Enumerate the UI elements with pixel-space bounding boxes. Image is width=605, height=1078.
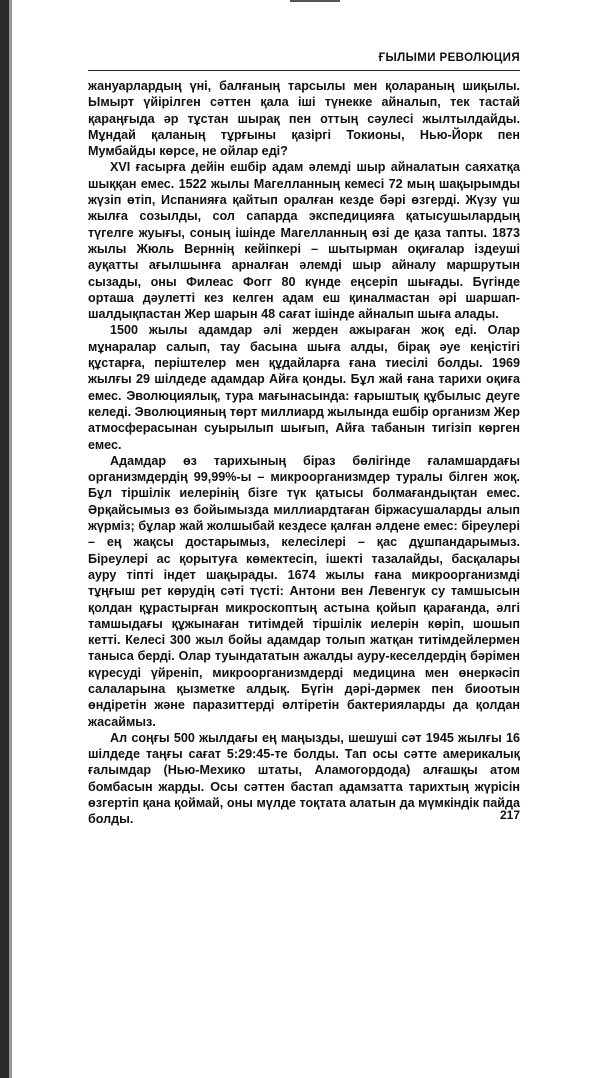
header-rule xyxy=(88,70,520,71)
paragraph-3: 1500 жылы адамдар әлі жерден ажыраған жоқ еді. Олар мұнаралар салып, тау басына шыға алды, бірақ әуе кеңістігі құстарға, періштелер мен құдайларға ғана тиесілі болды. 1969 жылғы 29 шілдеде адамдар Айға қонды. Бұл жай ғана тарихи оқиға емес. Эволюциялық, тура мағынасында: ғарыштық құбылыс деуге келеді. Эволюцияның төрт миллиард жылында ешбір организм Жер атмосферасынан суырылып шығып, Айға табанын тигізіп көрген емес. xyxy=(88,323,520,452)
paragraph-2: XVI ғасырға дейін ешбір адам әлемді шыр айналатын саяхатқа шыққан емес. 1522 жылы Магелланның кемесі 72 мың шақырымды жүзіп өтіп, Испанияға қайтып оралған кезде бәрі өзгерді. Жүзу үш жылға созылды, сол сапарда экспедицияға қатысушылардың түгелге жуығы, соның ішінде Магелланның өзі де қаза тапты. 1873 жылы Жюль Верннің кейіпкері – шытырман оқиғалар іздеуші ауқатты ағылшынға арналған әлемді шыр айналу маршрутын сызады, оны Филеас Фогг 80 күнде еңсеріп шығады. Бүгінде орташа дәулетті кез келген адам еш қиналмастан әрі шаршап-шалдықпастан Жер шарын 48 сағат ішінде айналып шыға алады. xyxy=(88,160,520,322)
paragraph-5: Ал соңғы 500 жылдағы ең маңызды, шешуші сәт 1945 жылғы 16 шілдеде таңғы сағат 5:29:45-те болды. Тап осы сәтте америкалық ғалымдар (Нью-Мехико штаты, Аламогордода) алғашқы атом бомбасын жарды. Осы сәттен бастап адамзатта тарихтың жүрісін өзгертіп қана қоймай, оны мүлде тоқтата алатын да мүмкіндік пайда болды. xyxy=(88,730,520,827)
paragraph-4: Адамдар өз тарихының біраз бөлігінде ғаламшардағы организмдердің 99,99%-ы – микроорганизмдер туралы білген жоқ. Бұл тіршілік иелерінің бізге түк қатысы болмағандықтан емес. Әрқайсымыз өз бойымызда миллиардтаған біржасушаларды алып жүрміз; бұлар жай жолшыбай кездесе қалған әлдене емес: біреулері – ең жақсы достарымыз, келесілері – қас дұшпандарымыз. Біреулері ас қорытуға көмектесіп, ішекті тазалайды, басқалары ауру тіпті індет шақырады. 1674 жылы ғана микроорганизмді тұңғыш рет көрудің сәті түсті: Антони вен Левенгук су тамшысын қолдан құрастырған микроскоптың астына қойып қарағанда, әлгі тамшыдағы құжынаған титімдей тіршілік иелерін көріп, шошып кетті. Келесі 300 жыл бойы адамдар толып жатқан титімдейлермен таныса берді. Олар туындататын ажалды ауру-кеселдердің бәрімен күресуді үйреніп, микроорганизмдерді медицина мен өнеркәсіп салаларына қызметке алдық. Бүгін дәрі-дәрмек пен биоотын өндіретін және паразиттерді өлтіретін бактерияларды да қолдан жасаймыз. xyxy=(88,453,520,729)
top-edge-mark xyxy=(290,0,340,2)
page-binding-shadow xyxy=(0,0,9,1078)
running-header: ҒЫЛЫМИ РЕВОЛЮЦИЯ xyxy=(378,52,520,64)
page-number: 217 xyxy=(499,808,520,822)
paragraph-1: жануарлардың үні, балғаның тарсылы мен қолараның шиқылы. Ымырт үйірілген сәттен қала іші түнекке айналып, тек тастай қараңғыда әр тұстан шырақ пен оттың сәулесі жылтылдайды. Мұндай қаланың тұрғыны қазіргі Токионы, Нью-Йорк пен Мумбайды көрсе, не ойлар еді? xyxy=(88,79,520,159)
body-text xyxy=(88,78,520,828)
